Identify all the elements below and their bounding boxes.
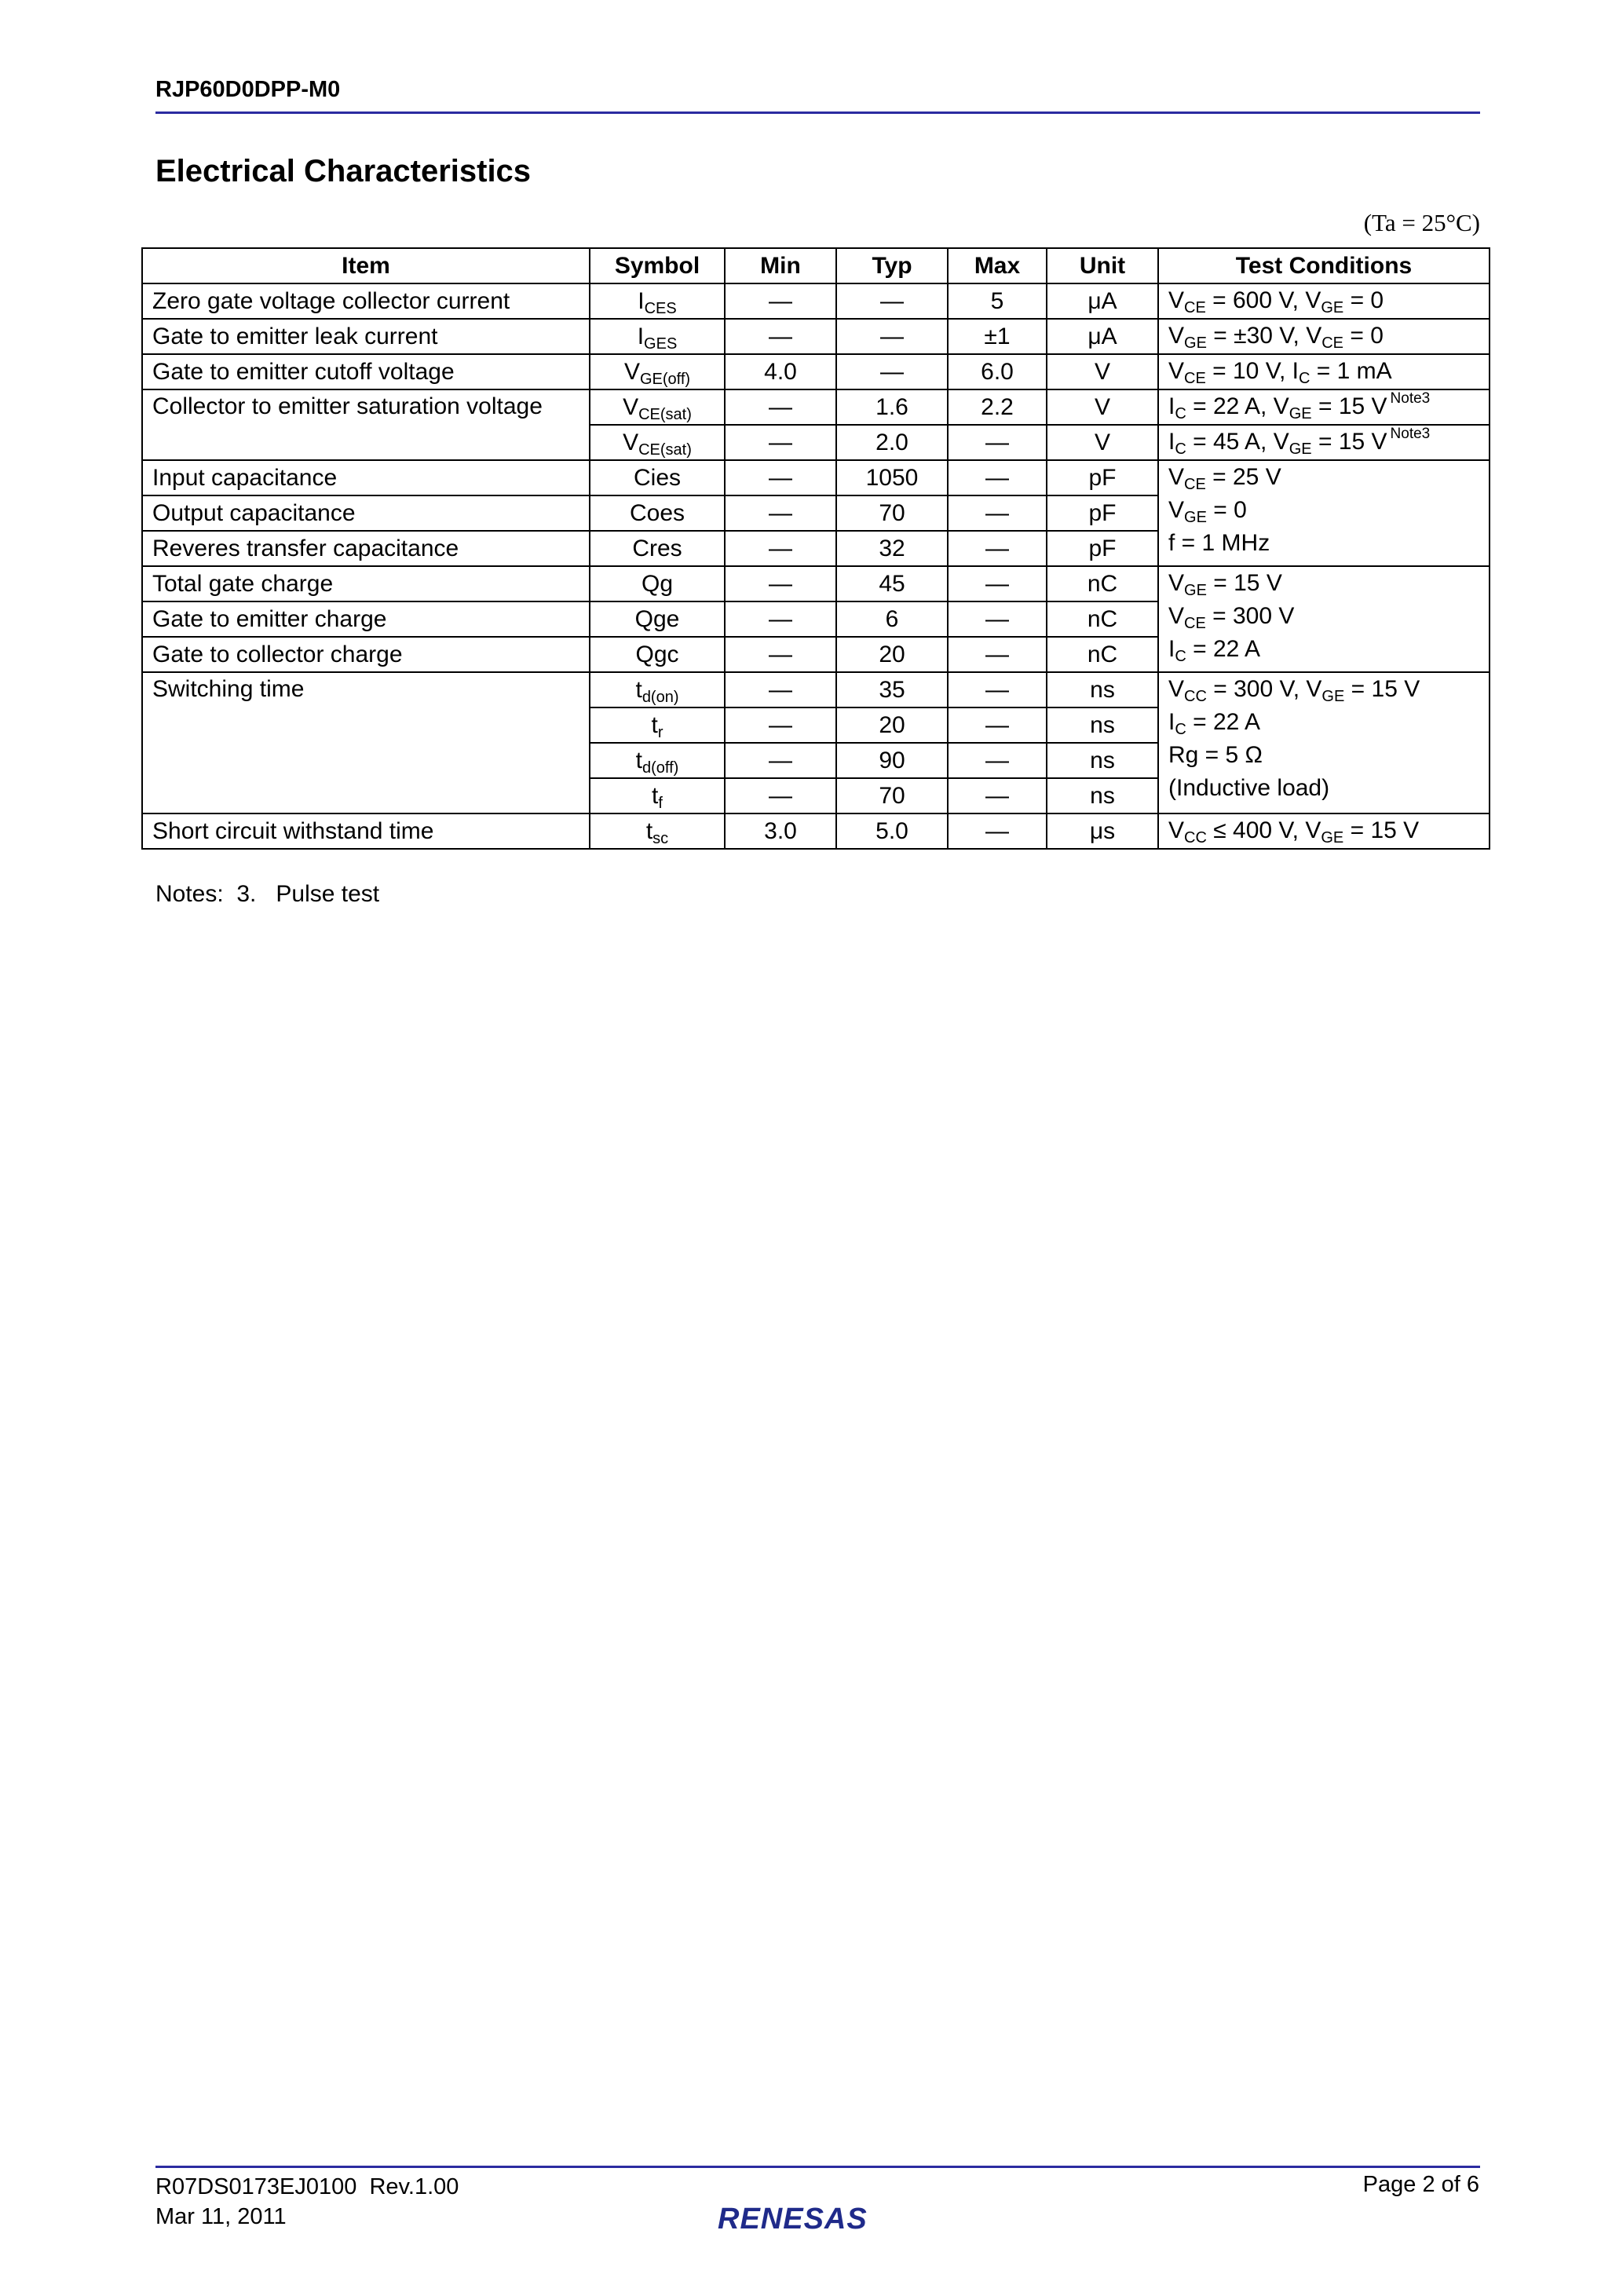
- typ-cell: 70: [836, 495, 948, 531]
- unit-cell: μs: [1047, 813, 1158, 849]
- test-condition-cell: $V_{CE} = 10$ V, $I_C = 1$ mA: [1158, 354, 1490, 389]
- test-condition-cell: $I_C = 22$ A, $V_{GE} = 15$ V $^{Note3}$: [1158, 389, 1490, 425]
- typ-cell: 20: [836, 707, 948, 743]
- footer-doc-info: [155, 2172, 459, 2232]
- item-cell: Gate to emitter cutoff voltage: [142, 354, 590, 389]
- typ-cell: —: [836, 319, 948, 354]
- header-unit: Unit: [1047, 248, 1158, 283]
- min-cell: —: [725, 495, 836, 531]
- item-cell: Gate to collector charge: [142, 637, 590, 672]
- symbol-cell: $I_{GES}$: [590, 319, 725, 354]
- max-cell: —: [948, 531, 1047, 566]
- header-symbol: Symbol: [590, 248, 725, 283]
- test-condition-cell: $V_{CE} = 25$ V $V_{GE} = 0$ f = 1 MHz: [1158, 460, 1490, 566]
- symbol-cell: $t_r$: [590, 707, 725, 743]
- symbol-cell: Qg: [590, 566, 725, 601]
- min-cell: —: [725, 389, 836, 425]
- symbol-cell: Qgc: [590, 637, 725, 672]
- table-row: [142, 813, 1490, 849]
- unit-cell: nC: [1047, 601, 1158, 637]
- page-number: Page 2 of 6: [1362, 2172, 1479, 2197]
- unit-cell: V: [1047, 425, 1158, 460]
- max-cell: —: [948, 743, 1047, 778]
- min-cell: —: [725, 601, 836, 637]
- item-cell: Reveres transfer capacitance: [142, 531, 590, 566]
- max-cell: 5: [948, 283, 1047, 319]
- typ-cell: 70: [836, 778, 948, 813]
- typ-cell: 45: [836, 566, 948, 601]
- min-cell: —: [725, 425, 836, 460]
- table-row: [142, 672, 1490, 707]
- item-cell: Short circuit withstand time: [142, 813, 590, 849]
- footer-rule: [155, 2166, 1480, 2168]
- typ-cell: —: [836, 354, 948, 389]
- unit-cell: ns: [1047, 672, 1158, 707]
- max-cell: —: [948, 672, 1047, 707]
- table-row: [142, 283, 1490, 319]
- ambient-condition: (Ta = 25°C): [1363, 209, 1480, 236]
- header-max: Max: [948, 248, 1047, 283]
- symbol-cell: Cres: [590, 531, 725, 566]
- table-row: [142, 354, 1490, 389]
- unit-cell: pF: [1047, 531, 1158, 566]
- test-condition-cell: $V_{CC} = 300$ V, $V_{GE} = 15$ V $I_C = 22$ A Rg = 5 Ω (Inductive load): [1158, 672, 1490, 813]
- min-cell: —: [725, 319, 836, 354]
- symbol-cell: $I_{CES}$: [590, 283, 725, 319]
- typ-cell: 5.0: [836, 813, 948, 849]
- max-cell: —: [948, 778, 1047, 813]
- min-cell: —: [725, 778, 836, 813]
- max-cell: 2.2: [948, 389, 1047, 425]
- typ-cell: —: [836, 283, 948, 319]
- max-cell: ±1: [948, 319, 1047, 354]
- unit-cell: μA: [1047, 319, 1158, 354]
- min-cell: 4.0: [725, 354, 836, 389]
- symbol-cell: $t_{d(off)}$: [590, 743, 725, 778]
- max-cell: —: [948, 637, 1047, 672]
- symbol-cell: Cies: [590, 460, 725, 495]
- min-cell: —: [725, 531, 836, 566]
- max-cell: —: [948, 460, 1047, 495]
- max-cell: —: [948, 566, 1047, 601]
- min-cell: 3.0: [725, 813, 836, 849]
- max-cell: —: [948, 425, 1047, 460]
- test-condition-cell: $V_{GE} = \pm 30$ V, $V_{CE} = 0$: [1158, 319, 1490, 354]
- item-cell: Total gate charge: [142, 566, 590, 601]
- table-notes: Notes: 3. Pulse test: [155, 881, 380, 907]
- test-condition-cell: $V_{GE} = 15$ V $V_{CE} = 300$ V $I_C = 22$ A: [1158, 566, 1490, 672]
- unit-cell: μA: [1047, 283, 1158, 319]
- logo-text: RENESAS: [718, 2203, 868, 2236]
- symbol-cell: $V_{CE(sat)}$: [590, 389, 725, 425]
- table-row: [142, 389, 1490, 425]
- max-cell: 6.0: [948, 354, 1047, 389]
- item-cell: Collector to emitter saturation voltage: [142, 389, 590, 460]
- max-cell: —: [948, 813, 1047, 849]
- symbol-cell: $V_{GE(off)}$: [590, 354, 725, 389]
- item-cell: Gate to emitter leak current: [142, 319, 590, 354]
- unit-cell: ns: [1047, 743, 1158, 778]
- item-cell: Zero gate voltage collector current: [142, 283, 590, 319]
- min-cell: —: [725, 460, 836, 495]
- unit-cell: ns: [1047, 778, 1158, 813]
- renesas-logo: [715, 2199, 911, 2236]
- document-date: Mar 11, 2011: [155, 2204, 287, 2229]
- typ-cell: 1.6: [836, 389, 948, 425]
- typ-cell: 35: [836, 672, 948, 707]
- max-cell: —: [948, 601, 1047, 637]
- unit-cell: V: [1047, 354, 1158, 389]
- unit-cell: V: [1047, 389, 1158, 425]
- unit-cell: nC: [1047, 566, 1158, 601]
- table-header-row: [142, 248, 1490, 283]
- test-condition-cell: $V_{CC} \le 400$ V, $V_{GE} = 15$ V: [1158, 813, 1490, 849]
- max-cell: —: [948, 707, 1047, 743]
- symbol-cell: $V_{CE(sat)}$: [590, 425, 725, 460]
- symbol-cell: $t_f$: [590, 778, 725, 813]
- unit-cell: nC: [1047, 637, 1158, 672]
- table-row: [142, 566, 1490, 601]
- section-title: Electrical Characteristics: [155, 154, 532, 188]
- typ-cell: 32: [836, 531, 948, 566]
- min-cell: —: [725, 672, 836, 707]
- header-min: Min: [725, 248, 836, 283]
- symbol-cell: $t_{d(on)}$: [590, 672, 725, 707]
- symbol-cell: Qge: [590, 601, 725, 637]
- item-cell: Output capacitance: [142, 495, 590, 531]
- test-condition-cell: $I_C = 45$ A, $V_{GE} = 15$ V $^{Note3}$: [1158, 425, 1490, 460]
- document-number: R07DS0173EJ0100 Rev.1.00: [155, 2174, 459, 2199]
- typ-cell: 2.0: [836, 425, 948, 460]
- min-cell: —: [725, 283, 836, 319]
- table-row: [142, 460, 1490, 495]
- electrical-characteristics-table: [141, 247, 1490, 850]
- typ-cell: 6: [836, 601, 948, 637]
- header-item: Item: [142, 248, 590, 283]
- table-row: [142, 319, 1490, 354]
- unit-cell: pF: [1047, 495, 1158, 531]
- min-cell: —: [725, 566, 836, 601]
- typ-cell: 1050: [836, 460, 948, 495]
- typ-cell: 90: [836, 743, 948, 778]
- item-cell: Input capacitance: [142, 460, 590, 495]
- symbol-cell: $t_{sc}$: [590, 813, 725, 849]
- test-condition-cell: $V_{CE} = 600$ V, $V_{GE} = 0$: [1158, 283, 1490, 319]
- min-cell: —: [725, 707, 836, 743]
- min-cell: —: [725, 743, 836, 778]
- min-cell: —: [725, 637, 836, 672]
- typ-cell: 20: [836, 637, 948, 672]
- note-reference: Note3: [1390, 426, 1431, 442]
- document-part-number: RJP60D0DPP-M0: [155, 77, 341, 102]
- header-test-conditions: Test Conditions: [1158, 248, 1490, 283]
- item-cell: Switching time: [142, 672, 590, 813]
- unit-cell: pF: [1047, 460, 1158, 495]
- unit-cell: ns: [1047, 707, 1158, 743]
- header-rule: [155, 112, 1480, 114]
- header-typ: Typ: [836, 248, 948, 283]
- item-cell: Gate to emitter charge: [142, 601, 590, 637]
- max-cell: —: [948, 495, 1047, 531]
- symbol-cell: Coes: [590, 495, 725, 531]
- note-reference: Note3: [1390, 390, 1431, 407]
